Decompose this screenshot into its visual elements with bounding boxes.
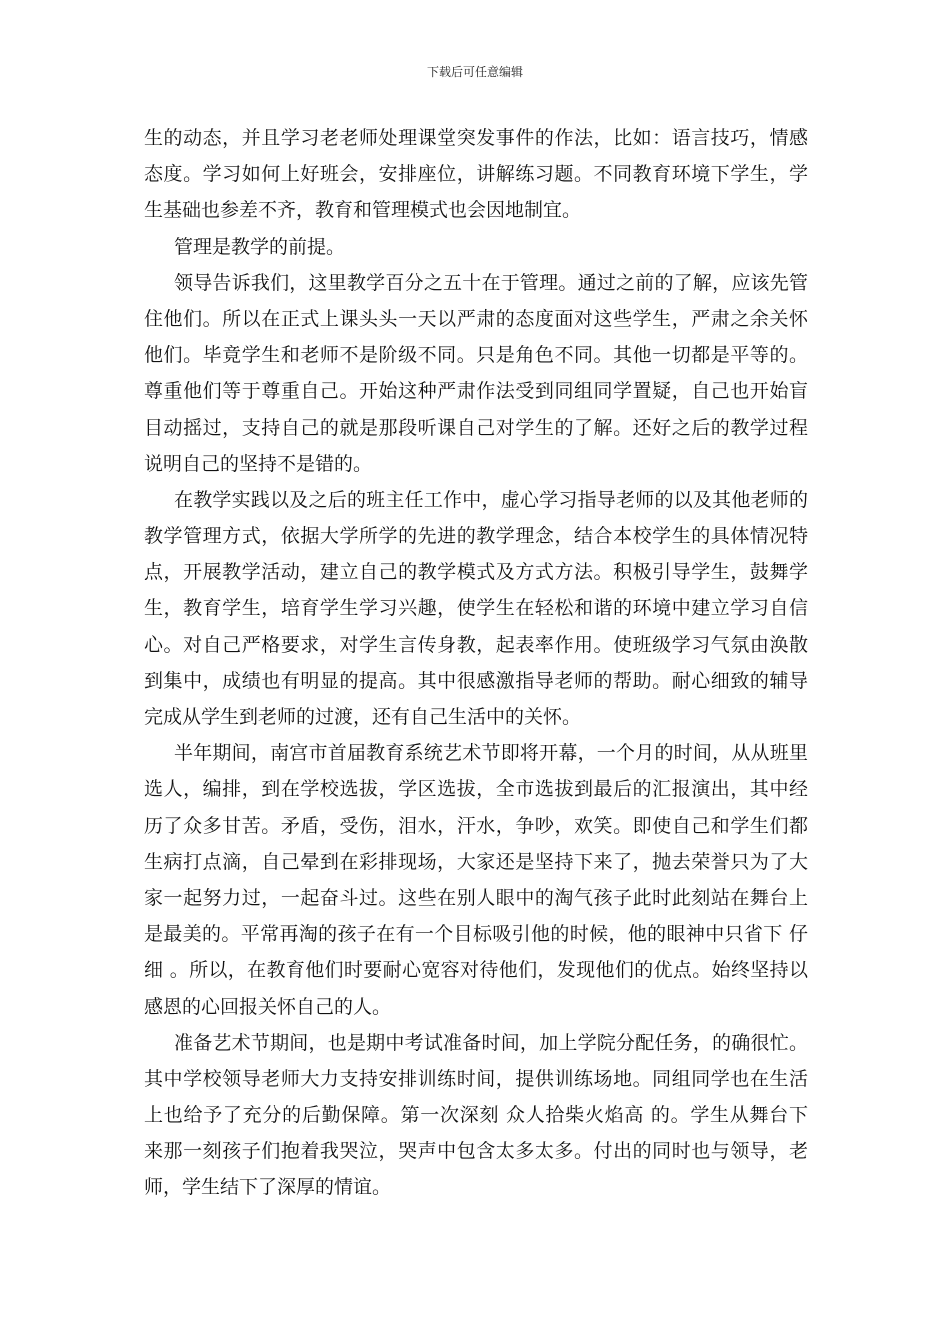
text-line: 半年期间，南宫市首届教育系统艺术节即将开幕，一个月的时间，从从班里 [174,742,808,765]
text-line: 细 。所以，在教育他们时要耐心宽容对待他们，发现他们的优点。始终坚持以 [144,959,808,982]
text-line: 领导告诉我们，这里教学百分之五十在于管理。通过之前的了解，应该先管 [174,271,808,294]
text-line: 生病打点滴，自己晕到在彩排现场，大家还是坚持下来了，抛去荣誉只为了大 [144,850,808,873]
text-line: 选人，编排，到在学校选拔，学区选拔，全市选拔到最后的汇报演出，其中经 [144,778,808,801]
text-line: 教学管理方式，依据大学所学的先进的教学理念，结合本校学生的具体情况特 [144,525,808,548]
text-line: 生，教育学生，培育学生学习兴趣，使学生在轻松和谐的环境中建立学习自信 [144,597,808,620]
text-line: 生基础也参差不齐，教育和管理模式也会因地制宜。 [144,199,582,222]
text-line: 他们。毕竟学生和老师不是阶级不同。只是角色不同。其他一切都是平等的。 [144,344,808,367]
text-line: 点，开展教学活动，建立自己的教学模式及方式方法。积极引导学生，鼓舞学 [144,561,808,584]
text-line: 尊重他们等于尊重自己。开始这种严肃作法受到同组同学置疑，自己也开始盲 [144,380,808,403]
text-line: 目动摇过，支持自己的就是那段听课自己对学生的了解。还好之后的教学过程 [144,416,808,439]
text-line: 完成从学生到老师的过渡，还有自己生活中的关怀。 [144,706,582,728]
text-line: 上也给予了充分的后勤保障。第一次深刻 众人拾柴火焰高 的。学生从舞台下 [144,1104,808,1127]
page-header-note: 下载后可任意编辑 [426,65,523,79]
text-line: 准备艺术节期间，也是期中考试准备时间，加上学院分配任务，的确很忙。 [174,1031,808,1054]
text-line: 生的动态，并且学习老老师处理课堂突发事件的作法，比如：语言技巧，情感 [144,127,808,149]
text-line: 其中学校领导老师大力支持安排训练时间，提供训练场地。同组同学也在生活 [144,1067,808,1090]
text-line: 态度。学习如何上好班会，安排座位，讲解练习题。不同教育环境下学生，学 [144,163,808,186]
text-line: 师，学生结下了深厚的情谊。 [144,1176,392,1199]
text-line: 历了众多甘苦。矛盾，受伤，泪水，汗水，争吵，欢笑。即使自己和学生们都 [144,814,808,837]
text-line: 在教学实践以及之后的班主任工作中，虚心学习指导老师的以及其他老师的 [174,488,808,511]
text-line: 到集中，成绩也有明显的提高。其中很感激指导老师的帮助。耐心细致的辅导 [144,669,808,692]
text-line: 感恩的心回报关怀自己的人。 [144,995,392,1018]
text-line: 来那一刻孩子们抱着我哭泣，哭声中包含太多太多。付出的同时也与领导，老 [144,1140,808,1163]
text-line: 说明自己的坚持不是错的。 [144,452,373,475]
text-line: 心。对自己严格要求，对学生言传身教，起表率作用。使班级学习气氛由涣散 [144,633,808,656]
article-body [144,120,808,1206]
text-line: 管理是教学的前提。 [174,235,346,258]
text-line: 住他们。所以在正式上课头头一天以严肃的态度面对这些学生，严肃之余关怀 [144,307,808,330]
text-line: 是最美的。平常再淘的孩子在有一个目标吸引他的时候，他的眼神中只省下 仔 [144,923,808,946]
text-line: 家一起努力过，一起奋斗过。这些在别人眼中的淘气孩子此时此刻站在舞台上 [144,886,808,909]
